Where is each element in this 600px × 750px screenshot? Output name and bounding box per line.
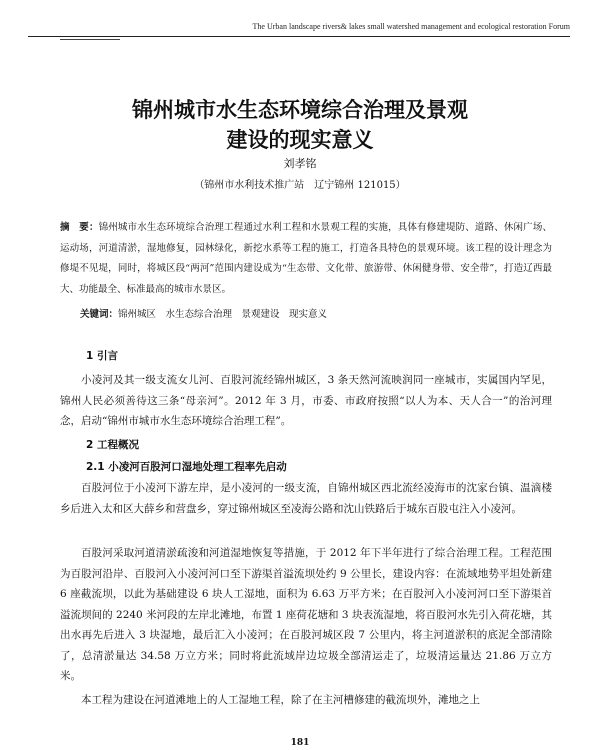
title-line-2: 建设的现实意义 xyxy=(226,128,374,152)
section-heading-overview: 2 工程概况 xyxy=(86,439,139,451)
paragraph-introduction: 小凌河及其一级支流女儿河、百股河流经锦州城区，3 条天然河流映润同一座城市，实属国内罕见，锦州人民必须善待这三条“母亲河”。2012 年 3 月，市委、市政府按照“以人为本、天人合一”的治河理念，启动“锦州市城市水生态环境综合治理工程”。 xyxy=(60,374,552,427)
abstract xyxy=(60,218,552,300)
keywords-label: 关键词： xyxy=(80,309,119,320)
paragraph-baigu-river: 百股河位于小凌河下游左岸，是小凌河的一级支流，自锦州城区西北流经凌海市的沈家台镇、温滴楼乡后进入太和区大薛乡和营盘乡，穿过锦州城区至凌海公路和沈山铁路后于城东百股屯注入小凌河。 xyxy=(60,482,552,515)
subsection-heading-2-1: 2.1 小凌河百股河口湿地处理工程率先启动 xyxy=(86,461,287,473)
header-rule xyxy=(28,36,570,37)
paragraph-wetland: 本工程为建设在河道滩地上的人工湿地工程，除了在主河槽修建的截流坝外，滩地之上 xyxy=(81,694,480,706)
abstract-text: 锦州城市水生态环境综合治理工程通过水利工程和水景观工程的实施，具体有修建堤防、道路、休闲广场、运动场，河道清淤，湿地修复，园林绿化，新挖水系等工程的施工，打造各具特色的景观环境。该工程的设计理念为修堤不见堤，同时，将城区段“两河”范围内建设成为“生态带、文化带、旅游带、休闲健身带、安全带”，打造辽西最大、功能最全、标准最高的城市水景区。 xyxy=(60,222,552,295)
affiliation: （锦州市水利技术推广站 辽宁锦州 121015） xyxy=(194,180,406,191)
running-header: The Urban landscape rivers& lakes small watershed management and ecological restoration Forum xyxy=(252,22,570,31)
paragraph-project-scope: 百股河采取河道清淤疏浚和河道湿地恢复等措施，于 2012 年下半年进行了综合治理工程。工程范围为百股河沿岸、百股河入小凌河河口至下游渠首溢流坝处约 9 公里长，建设内容：在流域地势平坦处新建 6 座截流坝，以此为基础建设 6 块人工湿地，面积为 6.63 万平方米；在百股河入小凌河河口至下游渠首溢流坝间的 2240 米河段的左岸北滩地，布置 1 座荷花塘和 3 块表流湿地，将百股河水先引入荷花塘，其出水再先后进入 3 块湿地，最后汇入小凌河；在百股河城区段 7 公里内，将主河道淤积的底泥全部清除了，总清淤量达 34.58 万立方米；同时将此流域岸边垃圾全部清运走了，垃圾清运量达 21.86 万立方米。 xyxy=(60,547,552,682)
keywords xyxy=(80,305,550,325)
paper-title xyxy=(0,95,600,155)
abstract-label: 摘 要： xyxy=(60,222,99,233)
keywords-text: 锦州城区 水生态综合治理 景观建设 现实意义 xyxy=(118,309,328,320)
section-heading-introduction: 1 引言 xyxy=(86,350,118,362)
header-left-rule xyxy=(60,39,120,40)
author: 刘孝铭 xyxy=(283,157,317,170)
title-line-1: 锦州城市水生态环境综合治理及景观 xyxy=(132,98,468,122)
page-number: 181 xyxy=(290,738,310,748)
